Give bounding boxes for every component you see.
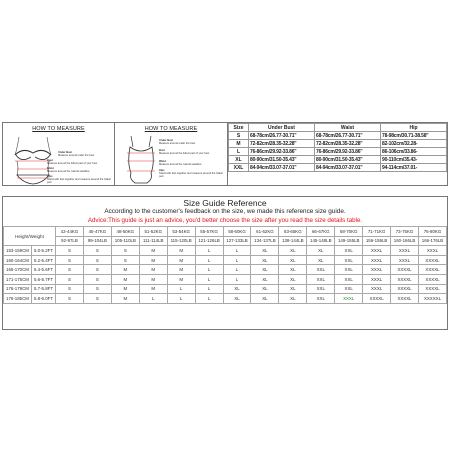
- recommended-size-cell: M: [167, 255, 195, 265]
- recommended-size-cell: M: [139, 274, 167, 284]
- recommended-size-cell: L: [195, 274, 223, 284]
- recommended-size-cell: XXXXL: [418, 265, 446, 275]
- recommended-size-cell: M: [139, 265, 167, 275]
- recommended-size-cell: XL: [307, 246, 335, 256]
- size-guide-advice: Advice:This guide is just an advice, you'd better choose the size after you read the size details table.: [87, 217, 363, 224]
- table-row: [4, 255, 447, 265]
- recommended-size-cell: XL: [279, 294, 307, 304]
- weight-lb-cell: 166-176LB: [418, 236, 446, 246]
- recommended-size-cell: XL: [251, 246, 279, 256]
- weight-lb-cell: 105-110LB: [111, 236, 139, 246]
- recommended-size-cell: XXXL: [363, 274, 391, 284]
- weight-kg-cell: 55-57KG: [195, 227, 223, 237]
- recommended-size-cell: XL: [251, 284, 279, 294]
- callout-bust: Bust Measure around the fullest part of your bust: [47, 159, 98, 166]
- table-row: [229, 148, 447, 156]
- under-bust-cell: 84-94cm/33.07-37.01": [249, 164, 315, 172]
- height-cm-cell: 171-175CM: [4, 274, 32, 284]
- weight-kg-cell: 42-44KG: [56, 227, 84, 237]
- recommended-size-cell: L: [195, 284, 223, 294]
- recommended-size-cell: XXXXL: [418, 255, 446, 265]
- weight-kg-cell: 51-52KG: [139, 227, 167, 237]
- callout-hips-2: Hips Stand with feet together and measure around the fullest part: [159, 169, 223, 179]
- table-row: [229, 156, 447, 164]
- size-guide-note: According to the customer's feedback on the size, we made this reference size guide.: [104, 208, 346, 215]
- recommended-size-cell: L: [167, 294, 195, 304]
- recommended-size-cell: S: [111, 255, 139, 265]
- recommended-size-cell: XL: [279, 265, 307, 275]
- recommended-size-cell: M: [111, 284, 139, 294]
- recommended-size-cell: M: [139, 246, 167, 256]
- recommended-size-cell: XXXXL: [391, 274, 419, 284]
- weight-lb-cell: 156-159LB: [363, 236, 391, 246]
- height-cm-cell: 176-179CM: [4, 284, 32, 294]
- recommended-size-cell: S: [56, 294, 84, 304]
- height-cm-cell: 160-164CM: [4, 255, 32, 265]
- recommended-size-cell: L: [223, 246, 251, 256]
- recommended-size-cell: S: [56, 284, 84, 294]
- weight-kg-cell: 68-70KG: [335, 227, 363, 237]
- recommended-size-cell: L: [195, 294, 223, 304]
- table-row: [4, 294, 447, 304]
- size-table-header-row: [229, 124, 447, 132]
- recommended-size-cell: M: [111, 265, 139, 275]
- recommended-size-cell: M: [167, 246, 195, 256]
- recommended-size-cell: XXXXL: [391, 265, 419, 275]
- table-row: [229, 140, 447, 148]
- height-cm-cell: 176-185CM: [4, 294, 32, 304]
- weight-kg-cell: 66-67KG: [307, 227, 335, 237]
- weight-kg-cell: 63-65KG: [279, 227, 307, 237]
- recommended-size-cell: XXXL: [418, 246, 446, 256]
- waist-cell: 80-90cm/31.50-35.43": [315, 156, 381, 164]
- callout-waist-2: Waist Measure around the natural waistline: [159, 160, 202, 167]
- weight-kg-cell: 58-60KG: [223, 227, 251, 237]
- weight-kg-header-row: [4, 227, 447, 237]
- recommended-size-cell: XXXL: [363, 265, 391, 275]
- recommended-size-cell: XXXL: [363, 284, 391, 294]
- weight-kg-cell: 71-71KG: [363, 227, 391, 237]
- waist-cell: 68-78cm/26.77-30.71": [315, 132, 381, 140]
- waist-cell: 76-86cm/29.92-33.86": [315, 148, 381, 156]
- height-ft-cell: 5.2-5.4FT: [32, 255, 56, 265]
- how-to-measure-panel-bra: [3, 123, 115, 185]
- recommended-size-cell: XL: [307, 255, 335, 265]
- size-cell: M: [229, 140, 249, 148]
- height-weight-size-grid: [3, 226, 447, 304]
- recommended-size-cell: XL: [279, 255, 307, 265]
- weight-kg-cell: 45-47KG: [83, 227, 111, 237]
- weight-lb-cell: 99-104LB: [83, 236, 111, 246]
- height-ft-cell: 5.4-5.6FT: [32, 265, 56, 275]
- recommended-size-cell: XXL: [335, 246, 363, 256]
- recommended-size-cell: L: [139, 294, 167, 304]
- size-cell: XL: [229, 156, 249, 164]
- waist-cell: 72-82cm/28.35-32.28": [315, 140, 381, 148]
- recommended-size-cell: XXL: [307, 284, 335, 294]
- recommended-size-cell: XL: [223, 284, 251, 294]
- under-bust-cell: 80-90cm/31.50-35.43": [249, 156, 315, 164]
- recommended-size-cell: M: [167, 265, 195, 275]
- weight-lb-cell: 160-166LB: [391, 236, 419, 246]
- measure-section: [2, 122, 448, 186]
- size-measurement-table-panel: [228, 123, 447, 185]
- weight-lb-cell: 115-120LB: [167, 236, 195, 246]
- height-ft-cell: 5.8-6.0FT: [32, 294, 56, 304]
- recommended-size-cell: XXXL: [335, 294, 363, 304]
- recommended-size-cell: S: [83, 255, 111, 265]
- callout-under-bust-2: Under Bust Measure around under the bust: [159, 139, 196, 146]
- swimsuit-figure-image: [123, 135, 159, 185]
- weight-kg-cell: 76-80KG: [418, 227, 446, 237]
- size-guide-section: [2, 196, 448, 330]
- table-row: [229, 164, 447, 172]
- hip-cell: 78-98cm/30.71-38.58": [381, 132, 447, 140]
- height-ft-cell: 5.7-5.8FT: [32, 284, 56, 294]
- header-hip: Hip: [381, 124, 447, 132]
- recommended-size-cell: S: [83, 265, 111, 275]
- size-cell: S: [229, 132, 249, 140]
- recommended-size-cell: L: [167, 284, 195, 294]
- under-bust-cell: 72-82cm/28.35-32.28": [249, 140, 315, 148]
- recommended-size-cell: M: [167, 274, 195, 284]
- recommended-size-cell: XXL: [307, 294, 335, 304]
- weight-kg-cell: 53-54KG: [167, 227, 195, 237]
- recommended-size-cell: XXXXL: [391, 294, 419, 304]
- weight-kg-cell: 73-75KG: [391, 227, 419, 237]
- recommended-size-cell: L: [223, 255, 251, 265]
- callout-hips: Hips Stand with feet together and measure around the fullest part: [47, 175, 111, 185]
- recommended-size-cell: S: [56, 246, 84, 256]
- recommended-size-cell: L: [195, 255, 223, 265]
- under-bust-cell: 76-86cm/29.92-33.86": [249, 148, 315, 156]
- height-weight-label: Height/Weight: [4, 227, 56, 246]
- recommended-size-cell: XL: [223, 294, 251, 304]
- weight-kg-cell: 61-62KG: [251, 227, 279, 237]
- callout-under-bust: Under Bust Measure around under the bust: [58, 151, 95, 158]
- size-measurement-table: [228, 123, 447, 172]
- hip-cell: 90-110cm/35.43-: [381, 156, 447, 164]
- weight-lb-cell: 92-97LB: [56, 236, 84, 246]
- hip-cell: 94-114cm/37.01-: [381, 164, 447, 172]
- recommended-size-cell: XL: [251, 255, 279, 265]
- recommended-size-cell: S: [111, 246, 139, 256]
- hip-cell: 82-102cm/32.28-: [381, 140, 447, 148]
- recommended-size-cell: XXXXXL: [418, 294, 446, 304]
- header-under-bust: Under Bust: [249, 124, 315, 132]
- header-size: Size: [229, 124, 249, 132]
- recommended-size-cell: S: [83, 246, 111, 256]
- how-to-measure-title-2: HOW TO MEASURE: [144, 126, 198, 132]
- hip-cell: 86-106cm/33.86-: [381, 148, 447, 156]
- recommended-size-cell: L: [223, 265, 251, 275]
- recommended-size-cell: S: [83, 294, 111, 304]
- weight-lb-cell: 138-144LB: [279, 236, 307, 246]
- table-row: [229, 132, 447, 140]
- table-row: [4, 274, 447, 284]
- recommended-size-cell: M: [111, 294, 139, 304]
- how-to-measure-panel-swimsuit: [115, 123, 228, 185]
- weight-lb-cell: 145-148LB: [307, 236, 335, 246]
- header-waist: Waist: [315, 124, 381, 132]
- recommended-size-cell: XL: [279, 246, 307, 256]
- under-bust-cell: 68-78cm/26.77-30.71": [249, 132, 315, 140]
- size-cell: L: [229, 148, 249, 156]
- recommended-size-cell: XXL: [335, 265, 363, 275]
- height-cm-cell: 153-159CM: [4, 246, 32, 256]
- recommended-size-cell: XXXXL: [363, 294, 391, 304]
- recommended-size-cell: L: [195, 265, 223, 275]
- recommended-size-cell: S: [83, 274, 111, 284]
- recommended-size-cell: S: [83, 284, 111, 294]
- recommended-size-cell: XXXL: [363, 246, 391, 256]
- recommended-size-cell: S: [56, 274, 84, 284]
- recommended-size-cell: XXL: [335, 274, 363, 284]
- recommended-size-cell: XXXXL: [418, 274, 446, 284]
- recommended-size-cell: XXL: [335, 284, 363, 294]
- weight-lb-cell: 111-114LB: [139, 236, 167, 246]
- size-cell: XXL: [229, 164, 249, 172]
- recommended-size-cell: XXXL: [363, 255, 391, 265]
- recommended-size-cell: L: [195, 246, 223, 256]
- recommended-size-cell: XL: [279, 274, 307, 284]
- table-row: [4, 265, 447, 275]
- recommended-size-cell: XXL: [335, 255, 363, 265]
- callout-waist: Waist Measure around the natural waistline: [47, 167, 90, 174]
- height-ft-cell: 5.6-5.7FT: [32, 274, 56, 284]
- height-cm-cell: 165-170CM: [4, 265, 32, 275]
- weight-lb-header-row: [4, 236, 447, 246]
- weight-kg-cell: 48-50KG: [111, 227, 139, 237]
- recommended-size-cell: XL: [279, 284, 307, 294]
- recommended-size-cell: XXL: [307, 274, 335, 284]
- recommended-size-cell: S: [56, 265, 84, 275]
- recommended-size-cell: XL: [251, 294, 279, 304]
- size-guide-title: Size Guide Reference: [183, 198, 267, 208]
- recommended-size-cell: M: [139, 255, 167, 265]
- recommended-size-cell: XXXXL: [418, 284, 446, 294]
- recommended-size-cell: S: [56, 255, 84, 265]
- weight-lb-cell: 149-155LB: [335, 236, 363, 246]
- table-row: [4, 284, 447, 294]
- recommended-size-cell: M: [139, 284, 167, 294]
- recommended-size-cell: XXXL: [391, 246, 419, 256]
- callout-bust-2: Bust Measure around the fullest part of your bust: [159, 149, 210, 156]
- waist-cell: 84-94cm/33.07-37.01": [315, 164, 381, 172]
- recommended-size-cell: M: [111, 274, 139, 284]
- recommended-size-cell: XXL: [307, 265, 335, 275]
- height-ft-cell: 5.0-5.2FT: [32, 246, 56, 256]
- recommended-size-cell: L: [223, 274, 251, 284]
- recommended-size-cell: XXXXL: [391, 284, 419, 294]
- weight-lb-cell: 127-133LB: [223, 236, 251, 246]
- recommended-size-cell: XL: [251, 265, 279, 275]
- table-row: [4, 246, 447, 256]
- weight-lb-cell: 121-126LB: [195, 236, 223, 246]
- recommended-size-cell: XL: [251, 274, 279, 284]
- recommended-size-cell: XXXL: [391, 255, 419, 265]
- how-to-measure-title: HOW TO MEASURE: [32, 126, 85, 132]
- weight-lb-cell: 134-137LB: [251, 236, 279, 246]
